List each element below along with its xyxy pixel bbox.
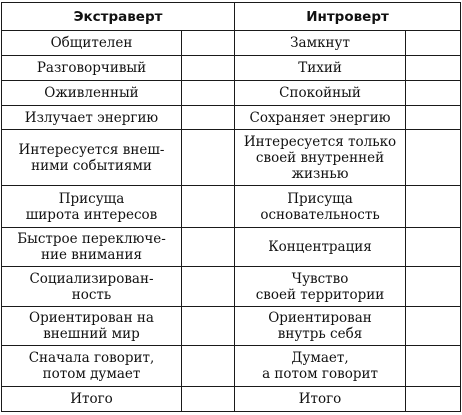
extravert-trait: Интересуется внеш- ними событиями xyxy=(2,130,182,186)
table-row xyxy=(2,81,461,106)
introvert-trait: Ориентирован внутрь себя xyxy=(235,307,406,346)
introvert-score-cell[interactable] xyxy=(406,307,461,346)
introvert-score-cell[interactable] xyxy=(406,56,461,81)
introvert-trait: Присуща основательность xyxy=(235,186,406,228)
extravert-trait: Ориентирован на внешний мир xyxy=(2,307,182,346)
extravert-trait: Общителен xyxy=(2,31,182,56)
table-row xyxy=(2,228,461,267)
table-row xyxy=(2,106,461,130)
extravert-trait: Присуща широта интересов xyxy=(2,186,182,228)
introvert-trait: Замкнут xyxy=(235,31,406,56)
introvert-trait: Тихий xyxy=(235,56,406,81)
introvert-total-cell[interactable] xyxy=(406,387,461,412)
extravert-score-cell[interactable] xyxy=(182,130,235,186)
introvert-score-cell[interactable] xyxy=(406,81,461,106)
extravert-score-cell[interactable] xyxy=(182,56,235,81)
extravert-score-cell[interactable] xyxy=(182,81,235,106)
extravert-trait: Социализирован- ность xyxy=(2,267,182,307)
extravert-total-cell[interactable] xyxy=(182,387,235,412)
introvert-total-label: Итого xyxy=(235,387,406,412)
table-row xyxy=(2,186,461,228)
extravert-score-cell[interactable] xyxy=(182,31,235,56)
table-row xyxy=(2,130,461,186)
extravert-trait: Разговорчивый xyxy=(2,56,182,81)
introvert-score-cell[interactable] xyxy=(406,346,461,387)
extravert-score-cell[interactable] xyxy=(182,307,235,346)
table-row xyxy=(2,346,461,387)
extravert-score-cell[interactable] xyxy=(182,346,235,387)
table-row xyxy=(2,31,461,56)
introvert-trait: Сохраняет энергию xyxy=(235,106,406,130)
extravert-score-cell[interactable] xyxy=(182,267,235,307)
introvert-trait: Концентрация xyxy=(235,228,406,267)
extravert-trait: Оживленный xyxy=(2,81,182,106)
introvert-trait: Думает, а потом говорит xyxy=(235,346,406,387)
extravert-score-cell[interactable] xyxy=(182,228,235,267)
introvert-trait: Интересуется только своей внутренней жизнью xyxy=(235,130,406,186)
introvert-score-cell[interactable] xyxy=(406,130,461,186)
introvert-score-cell[interactable] xyxy=(406,228,461,267)
introvert-trait: Спокойный xyxy=(235,81,406,106)
header-row xyxy=(2,3,461,31)
introvert-score-cell[interactable] xyxy=(406,186,461,228)
traits-comparison-table xyxy=(1,2,461,412)
table-row xyxy=(2,56,461,81)
extravert-header: Экстраверт xyxy=(2,3,235,31)
extravert-trait: Сначала говорит, потом думает xyxy=(2,346,182,387)
introvert-score-cell[interactable] xyxy=(406,106,461,130)
extravert-trait: Быстрое переключе- ние внимания xyxy=(2,228,182,267)
introvert-score-cell[interactable] xyxy=(406,31,461,56)
table-row xyxy=(2,307,461,346)
extravert-total-label: Итого xyxy=(2,387,182,412)
table-row xyxy=(2,267,461,307)
extravert-score-cell[interactable] xyxy=(182,106,235,130)
extravert-trait: Излучает энергию xyxy=(2,106,182,130)
introvert-score-cell[interactable] xyxy=(406,267,461,307)
total-row xyxy=(2,387,461,412)
introvert-header: Интроверт xyxy=(235,3,461,31)
introvert-trait: Чувство своей территории xyxy=(235,267,406,307)
extravert-score-cell[interactable] xyxy=(182,186,235,228)
